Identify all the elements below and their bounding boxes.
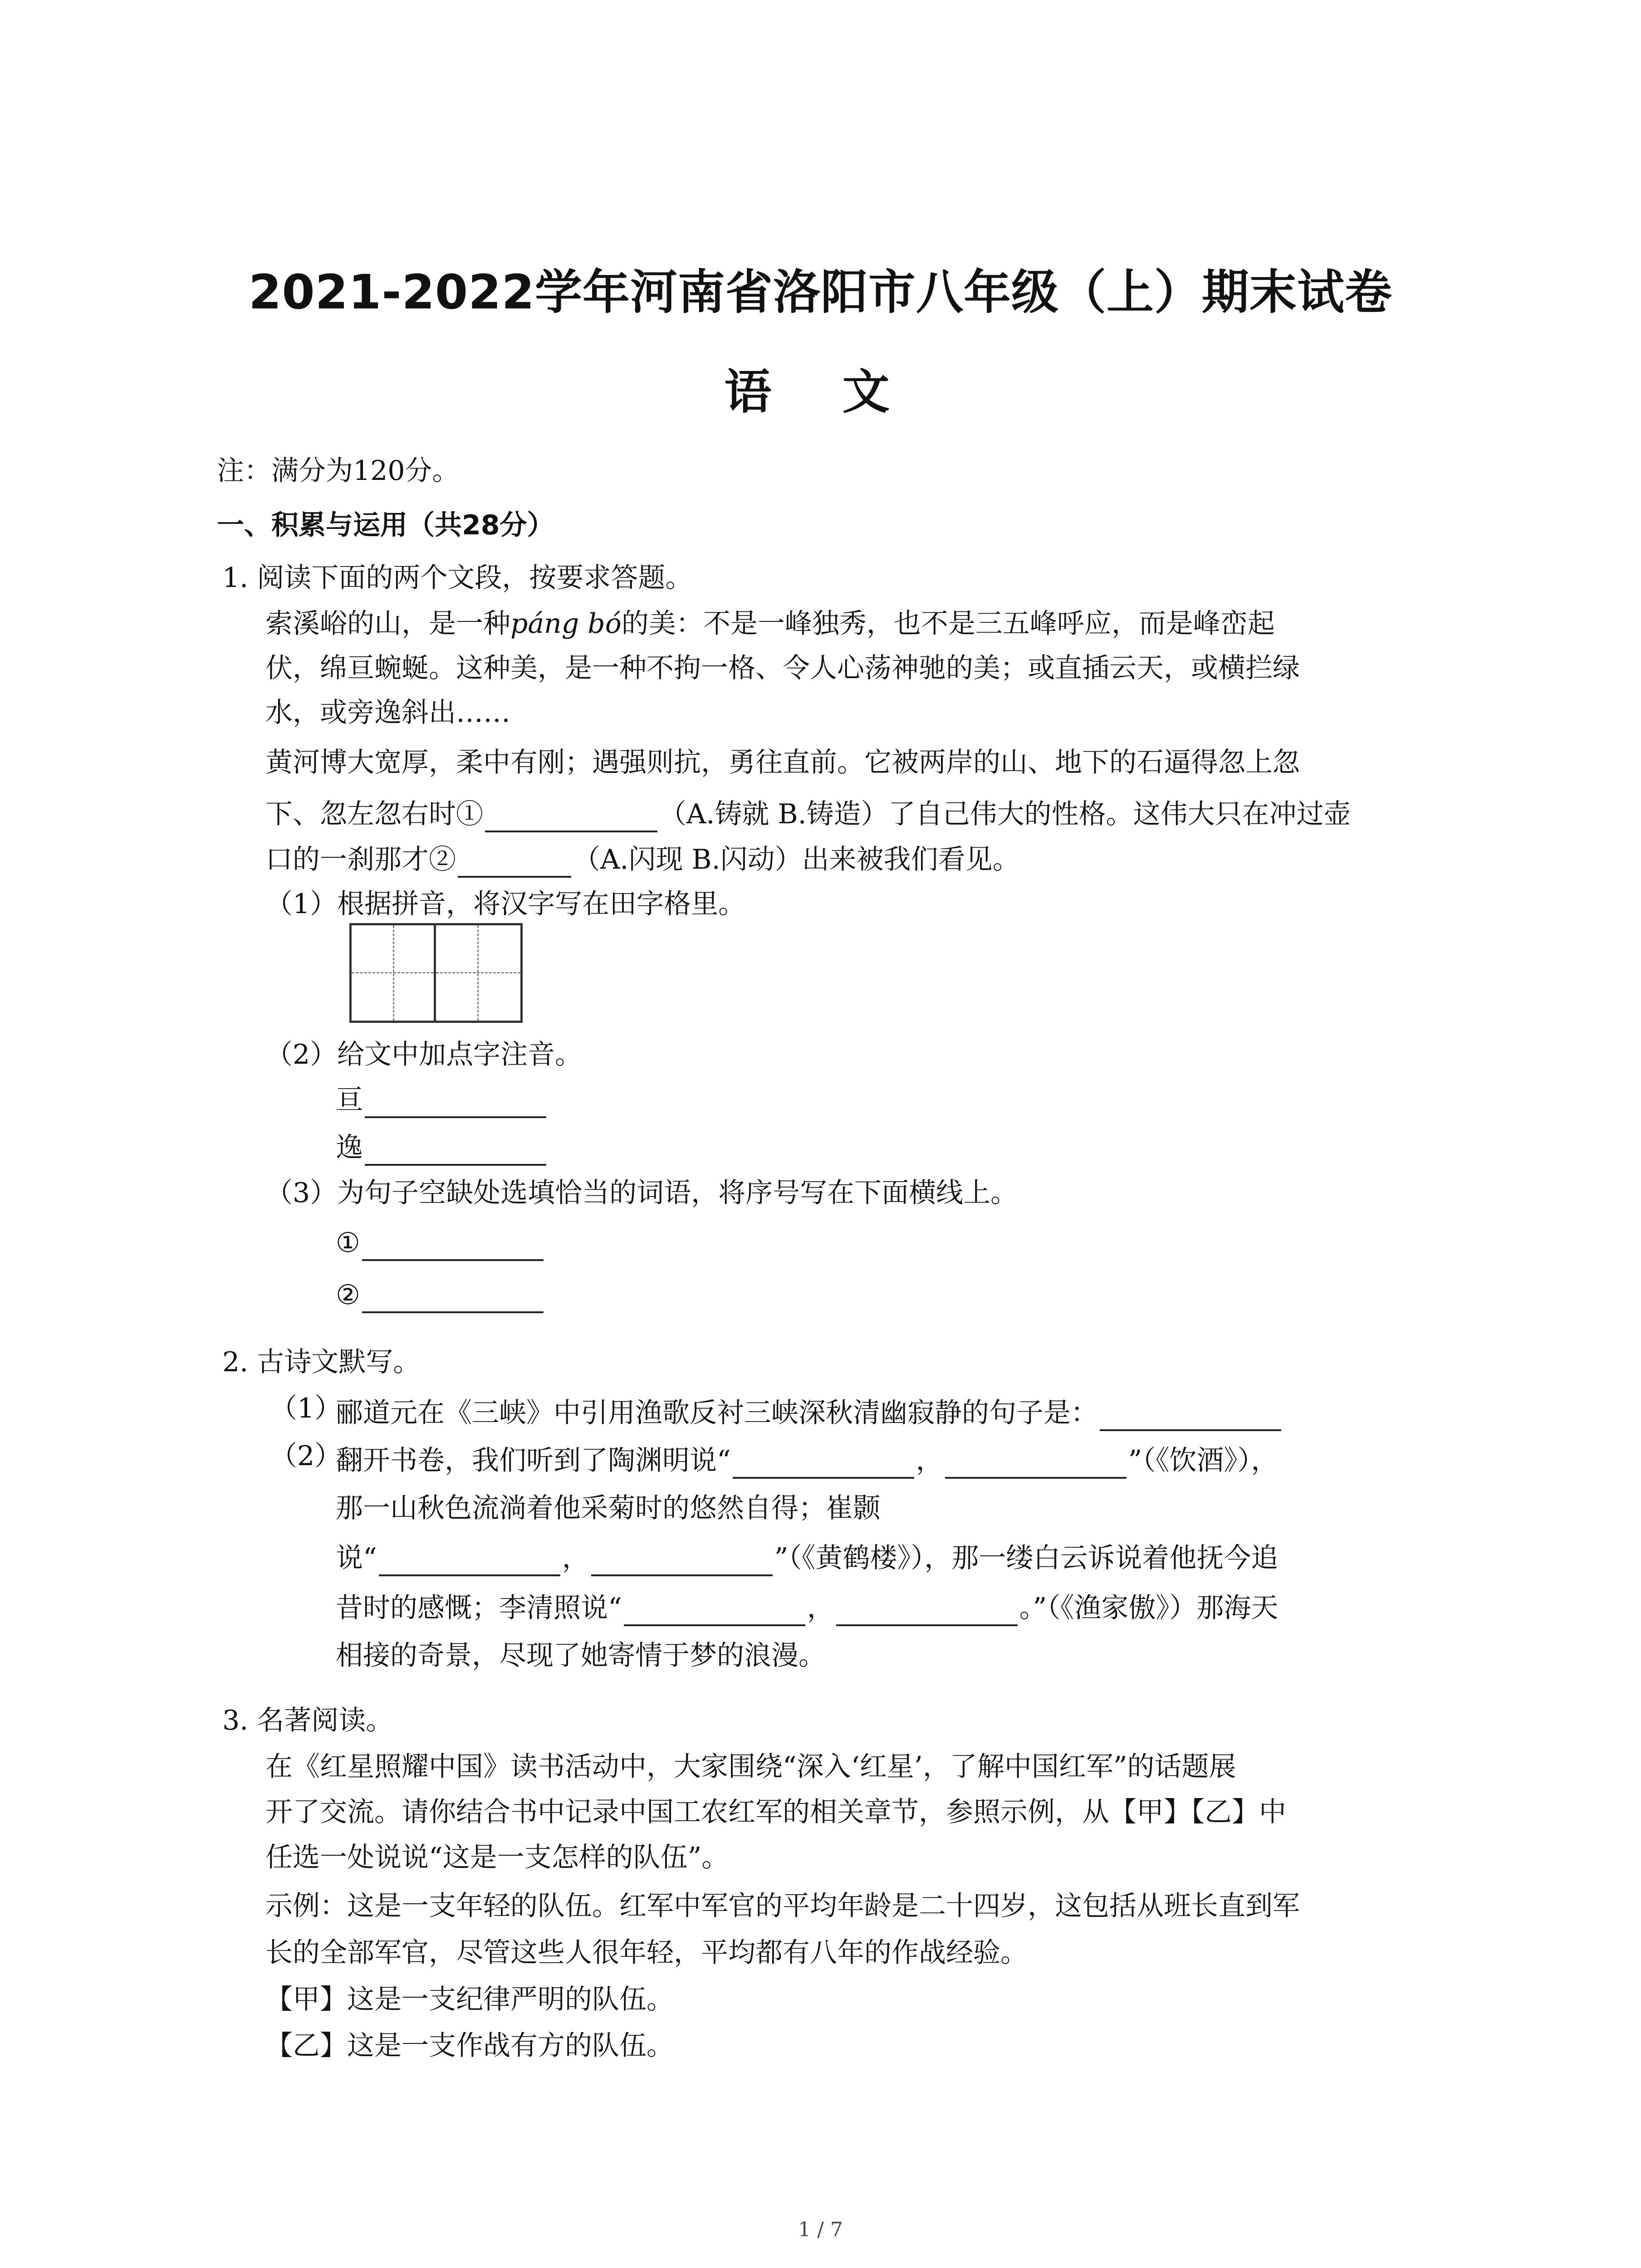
blank-2[interactable] xyxy=(458,848,571,878)
q1-p2-line2: 下、忽左忽右时① （A.铸就 B.铸造）了自己伟大的性格。这伟大只在冲过壶 xyxy=(265,796,1351,832)
section-heading: 一、积累与运用（共28分） xyxy=(217,509,554,541)
q1-sub2-a: 亘 xyxy=(336,1082,548,1118)
answer-blank-3-1[interactable] xyxy=(362,1231,544,1261)
answer-blank-q2-6[interactable] xyxy=(624,1596,805,1626)
answer-blank-q2-7[interactable] xyxy=(836,1596,1018,1626)
q2-s2-line4: 昔时的感慨；李清照说“ ， 。”（《渔家傲》）那海天 xyxy=(336,1590,1278,1626)
q1-p1-line1: 索溪峪的山，是一种páng bó的美：不是一峰独秀，也不是三五峰呼应，而是峰峦起 xyxy=(265,608,1275,640)
answer-blank-q2-3[interactable] xyxy=(945,1449,1127,1479)
pinyin-text: páng bó xyxy=(510,608,622,640)
q3-line4: 示例：这是一支年轻的队伍。红军中军官的平均年龄是二十四岁，这包括从班长直到军 xyxy=(265,1890,1300,1922)
q3-line5: 长的全部军官，尽管这些人很年轻，平均都有八年的作战经验。 xyxy=(265,1937,1028,1969)
page-title: 2021-2022学年河南省洛阳市八年级（上）期末试卷 xyxy=(248,264,1393,320)
blank-1[interactable] xyxy=(485,802,657,832)
q3-yi: 【乙】这是一支作战有方的队伍。 xyxy=(265,2030,674,2062)
grid-cell-2[interactable] xyxy=(436,925,520,1021)
q1-p1-line2: 伏，绵亘蜿蜒。这种美，是一种不拘一格、令人心荡神驰的美；或直插云天，或横拦绿 xyxy=(265,652,1300,684)
q3-line3: 任选一处说说“这是一支怎样的队伍”。 xyxy=(265,1842,729,1873)
q1-p2-line1: 黄河博大宽厚，柔中有刚；遇强则抗，勇往直前。它被两岸的山、地下的石逼得忽上忽 xyxy=(265,747,1300,778)
q1-sub3-b: ② xyxy=(336,1277,545,1313)
q1-sub3-a: ① xyxy=(336,1225,545,1261)
q3-stem: 3. 名著阅读。 xyxy=(222,1705,393,1736)
q1-sub1: （1）根据拼音，将汉字写在田字格里。 xyxy=(265,888,746,920)
q1-sub2-b: 逸 xyxy=(336,1129,548,1166)
q2-stem: 2. 古诗文默写。 xyxy=(222,1346,421,1378)
q3-line1: 在《红星照耀中国》读书活动中，大家围绕“深入‘红星’，了解中国红军”的话题展 xyxy=(265,1751,1236,1783)
q1-stem: 1. 阅读下面的两个文段，按要求答题。 xyxy=(222,562,693,594)
q2-s1-num: （1） xyxy=(270,1393,342,1424)
q3-line2: 开了交流。请你结合书中记录中国工农红军的相关章节，参照示例，从【甲】【乙】中 xyxy=(265,1796,1286,1828)
answer-blank-3-2[interactable] xyxy=(362,1283,544,1313)
q2-s2-line5: 相接的奇景，尽现了她寄情于梦的浪漫。 xyxy=(336,1640,826,1672)
q2-s2-line1: 翻开书卷，我们听到了陶渊明说“ ， ”（《饮酒》）， xyxy=(336,1442,1278,1479)
answer-blank-q2-4[interactable] xyxy=(379,1546,560,1576)
page-number: 1 / 7 xyxy=(798,2218,843,2241)
subject-title: 语 文 xyxy=(724,364,917,420)
q1-p2-line3: 口的一刹那才② （A.闪现 B.闪动）出来被我们看见。 xyxy=(265,841,1020,878)
q1-p1-line3: 水，或旁逸斜出…… xyxy=(265,697,510,728)
answer-blank-yi[interactable] xyxy=(365,1136,546,1166)
tianzige-grid[interactable] xyxy=(349,923,523,1023)
answer-blank-gen[interactable] xyxy=(365,1088,546,1118)
q2-s2-line2: 那一山秋色流淌着他采菊时的悠然自得；崔颢 xyxy=(336,1492,880,1524)
answer-blank-q2-2[interactable] xyxy=(733,1449,914,1479)
grid-cell-1[interactable] xyxy=(352,925,436,1021)
answer-blank-q2-5[interactable] xyxy=(591,1546,773,1576)
q2-s2-num: （2） xyxy=(270,1440,342,1472)
q1-sub3: （3）为句子空缺处选填恰当的词语，将序号写在下面横线上。 xyxy=(265,1177,1018,1209)
answer-blank-q2-1[interactable] xyxy=(1100,1401,1281,1431)
q1-sub2: （2）给文中加点字注音。 xyxy=(265,1039,583,1070)
q2-s1: 郦道元在《三峡》中引用渔歌反衬三峡深秋清幽寂静的句子是： xyxy=(336,1395,1283,1431)
q3-jia: 【甲】这是一支纪律严明的队伍。 xyxy=(265,1984,674,2015)
q2-s2-line3: 说“ ， ”（《黄鹤楼》），那一缕白云诉说着他抚今追 xyxy=(336,1540,1278,1576)
score-note: 注：满分为120分。 xyxy=(217,455,460,487)
